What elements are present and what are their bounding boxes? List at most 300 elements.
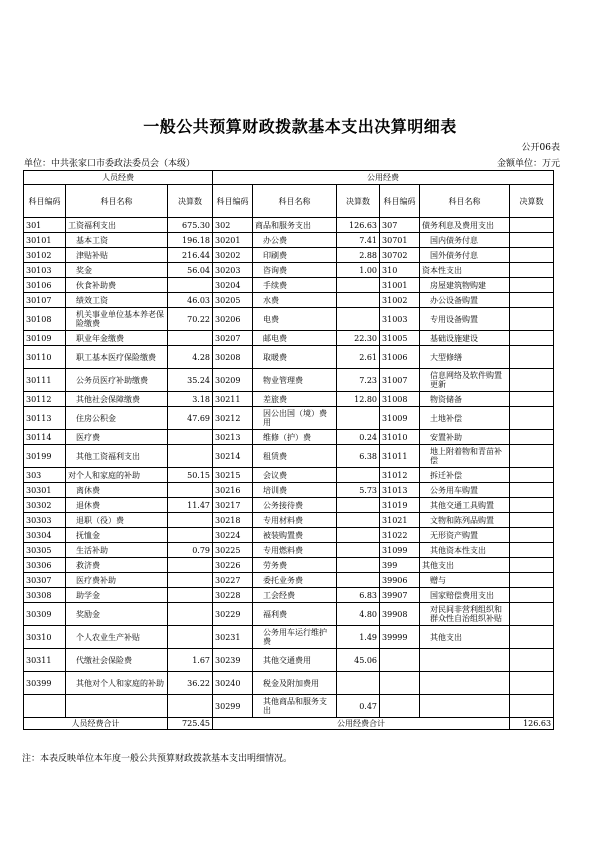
table-row — [24, 218, 554, 233]
table-row — [24, 233, 554, 248]
amount-cell: 216.44 — [168, 248, 213, 263]
subject-code-cell: 30239 — [213, 649, 253, 672]
subject-code-cell: 30301 — [24, 483, 66, 498]
subject-code-cell: 30310 — [24, 626, 66, 649]
amount-cell: 2.61 — [337, 346, 380, 369]
subject-name-cell: 劳务费 — [253, 558, 337, 573]
subject-name-cell: 拆迁补偿 — [420, 468, 510, 483]
amount-cell — [510, 278, 554, 293]
subject-name-cell: 会议费 — [253, 468, 337, 483]
amount-cell — [510, 513, 554, 528]
subject-code-cell: 39907 — [380, 588, 420, 603]
subject-name-cell: 代缴社会保险费 — [66, 649, 168, 672]
name-header: 科目名称 — [253, 185, 337, 218]
unit-label: 单位：中共张家口市委政法委员会（本级） — [24, 159, 196, 169]
subject-code-cell: 30228 — [213, 588, 253, 603]
amount-cell: 0.79 — [168, 543, 213, 558]
subject-code-cell: 30702 — [380, 248, 420, 263]
amount-cell: 4.28 — [168, 346, 213, 369]
amount-cell — [168, 528, 213, 543]
subject-code-cell: 30207 — [213, 331, 253, 346]
amount-cell — [510, 293, 554, 308]
amount-cell: 70.22 — [168, 308, 213, 331]
amount-cell: 12.80 — [337, 392, 380, 407]
subject-name-cell: 物业管理费 — [253, 369, 337, 392]
table-row — [24, 528, 554, 543]
amount-cell — [510, 695, 554, 718]
amount-cell: 4.80 — [337, 603, 380, 626]
subject-name-cell: 办公设备购置 — [420, 293, 510, 308]
subject-code-cell: 30111 — [24, 369, 66, 392]
table-row — [24, 588, 554, 603]
subject-code-cell: 30304 — [24, 528, 66, 543]
subject-name-cell: 咨询费 — [253, 263, 337, 278]
subject-name-cell: 住房公积金 — [66, 407, 168, 430]
subject-name-cell: 基础设施建设 — [420, 331, 510, 346]
subject-code-cell: 30214 — [213, 445, 253, 468]
amount-cell — [510, 346, 554, 369]
subject-code-cell: 31008 — [380, 392, 420, 407]
amount-cell — [510, 407, 554, 430]
subject-code-cell: 30218 — [213, 513, 253, 528]
amount-cell — [337, 672, 380, 695]
subject-code-cell: 31099 — [380, 543, 420, 558]
subject-name-cell: 医疗费补助 — [66, 573, 168, 588]
subject-code-cell: 30227 — [213, 573, 253, 588]
amount-cell — [510, 573, 554, 588]
amount-cell: 196.18 — [168, 233, 213, 248]
personnel-group-header: 人员经费 — [24, 171, 213, 185]
subject-name-cell: 职工基本医疗保险缴费 — [66, 346, 168, 369]
table-row — [24, 603, 554, 626]
subject-name-cell: 其他交通费用 — [253, 649, 337, 672]
subject-code-cell: 30211 — [213, 392, 253, 407]
budget-detail-table — [23, 170, 554, 730]
amount-cell — [510, 649, 554, 672]
subject-code-cell: 30110 — [24, 346, 66, 369]
subject-name-cell: 工资福利支出 — [66, 218, 168, 233]
subject-name-cell: 对个人和家庭的补助 — [66, 468, 168, 483]
amount-cell — [168, 430, 213, 445]
table-row — [24, 649, 554, 672]
subject-code-cell: 30199 — [24, 445, 66, 468]
amount-cell: 46.03 — [168, 293, 213, 308]
table-row — [24, 468, 554, 483]
subject-name-cell: 安置补助 — [420, 430, 510, 445]
amount-cell: 6.83 — [337, 588, 380, 603]
subject-code-cell: 30112 — [24, 392, 66, 407]
amount-cell: 7.41 — [337, 233, 380, 248]
amount-cell: 3.18 — [168, 392, 213, 407]
table-row — [24, 558, 554, 573]
subject-name-cell: 工会经费 — [253, 588, 337, 603]
subject-name-cell: 其他社会保障缴费 — [66, 392, 168, 407]
amount-cell — [337, 308, 380, 331]
subject-code-cell: 31001 — [380, 278, 420, 293]
subject-name-cell: 伙食补助费 — [66, 278, 168, 293]
table-row — [24, 573, 554, 588]
subject-name-cell: 退职（役）费 — [66, 513, 168, 528]
subject-code-cell: 31013 — [380, 483, 420, 498]
subject-name-cell: 医疗费 — [66, 430, 168, 445]
subject-name-cell: 其他商品和服务支出 — [253, 695, 337, 718]
amount-cell — [337, 468, 380, 483]
subject-code-cell: 302 — [213, 218, 253, 233]
subject-code-cell: 30103 — [24, 263, 66, 278]
amount-header: 决算数 — [168, 185, 213, 218]
subject-name-cell: 房屋建筑物购建 — [420, 278, 510, 293]
subject-name-cell — [420, 672, 510, 695]
public-group-header: 公用经费 — [213, 171, 554, 185]
amount-cell — [168, 588, 213, 603]
amount-header: 决算数 — [510, 185, 554, 218]
amount-cell — [337, 528, 380, 543]
subject-code-cell: 30102 — [24, 248, 66, 263]
subject-code-cell: 30208 — [213, 346, 253, 369]
table-row — [24, 248, 554, 263]
subject-name-cell: 基本工资 — [66, 233, 168, 248]
subject-code-cell: 399 — [380, 558, 420, 573]
subject-code-cell: 30229 — [213, 603, 253, 626]
amount-cell — [168, 626, 213, 649]
subject-code-cell — [380, 695, 420, 718]
subject-code-cell: 31012 — [380, 468, 420, 483]
subject-code-cell: 31006 — [380, 346, 420, 369]
subject-name-cell: 职业年金缴费 — [66, 331, 168, 346]
subject-name-cell — [420, 695, 510, 718]
table-row — [24, 695, 554, 718]
amount-cell — [168, 603, 213, 626]
subject-name-cell: 其他交通工具购置 — [420, 498, 510, 513]
subject-name-cell: 债务利息及费用支出 — [420, 218, 510, 233]
amount-cell: 0.24 — [337, 430, 380, 445]
table-row — [24, 331, 554, 346]
subject-code-cell: 39999 — [380, 626, 420, 649]
amount-cell: 7.23 — [337, 369, 380, 392]
subject-name-cell: 差旅费 — [253, 392, 337, 407]
subject-name-cell: 手续费 — [253, 278, 337, 293]
amount-cell — [510, 331, 554, 346]
subject-code-cell: 31009 — [380, 407, 420, 430]
subject-name-cell: 奖励金 — [66, 603, 168, 626]
amount-cell — [510, 558, 554, 573]
amount-cell — [510, 672, 554, 695]
amount-cell — [510, 308, 554, 331]
subject-name-cell: 邮电费 — [253, 331, 337, 346]
subject-code-cell: 307 — [380, 218, 420, 233]
subject-name-cell: 其他支出 — [420, 558, 510, 573]
subject-code-cell: 31019 — [380, 498, 420, 513]
public-total-value: 126.63 — [510, 718, 554, 730]
subject-name-cell: 专用燃料费 — [253, 543, 337, 558]
amount-cell — [168, 558, 213, 573]
subject-code-cell: 30216 — [213, 483, 253, 498]
subject-name-cell: 国内债务付息 — [420, 233, 510, 248]
amount-cell: 126.63 — [337, 218, 380, 233]
amount-cell: 11.47 — [168, 498, 213, 513]
code-header: 科目编码 — [24, 185, 66, 218]
subject-name-cell: 维修（护）费 — [253, 430, 337, 445]
subject-code-cell: 31007 — [380, 369, 420, 392]
subject-name-cell: 印刷费 — [253, 248, 337, 263]
subject-name-cell: 电费 — [253, 308, 337, 331]
subject-code-cell: 30308 — [24, 588, 66, 603]
subject-name-cell: 其他工资福利支出 — [66, 445, 168, 468]
amount-cell — [337, 573, 380, 588]
subject-code-cell: 31011 — [380, 445, 420, 468]
subject-code-cell: 30217 — [213, 498, 253, 513]
subject-code-cell — [380, 649, 420, 672]
subject-code-cell: 30204 — [213, 278, 253, 293]
amount-cell: 5.73 — [337, 483, 380, 498]
personnel-total-label: 人员经费合计 — [24, 718, 168, 730]
subject-code-cell: 30201 — [213, 233, 253, 248]
page-title: 一般公共预算财政拨款基本支出决算明细表 — [143, 117, 457, 136]
amount-cell — [510, 445, 554, 468]
subject-code-cell: 30106 — [24, 278, 66, 293]
amount-cell — [510, 248, 554, 263]
subject-name-cell: 对民间非营利组织和群众性自治组织补贴 — [420, 603, 510, 626]
amount-cell — [510, 626, 554, 649]
subject-name-cell: 其他资本性支出 — [420, 543, 510, 558]
subject-name-cell: 生活补助 — [66, 543, 168, 558]
subject-name-cell: 地上附着物和青苗补偿 — [420, 445, 510, 468]
subject-name-cell: 因公出国（境）费用 — [253, 407, 337, 430]
subject-code-cell: 30309 — [24, 603, 66, 626]
subject-name-cell: 奖金 — [66, 263, 168, 278]
table-row — [24, 369, 554, 392]
code-header: 科目编码 — [380, 185, 420, 218]
amount-cell — [510, 233, 554, 248]
subject-name-cell: 公务接待费 — [253, 498, 337, 513]
table-row — [24, 483, 554, 498]
subject-name-cell: 赠与 — [420, 573, 510, 588]
subject-code-cell: 30701 — [380, 233, 420, 248]
subject-code-cell: 30101 — [24, 233, 66, 248]
subject-name-cell: 公务用车运行维护费 — [253, 626, 337, 649]
amount-cell: 2.88 — [337, 248, 380, 263]
subject-code-cell — [24, 695, 66, 718]
subject-code-cell: 30202 — [213, 248, 253, 263]
subject-name-cell: 土地补偿 — [420, 407, 510, 430]
amount-cell: 35.24 — [168, 369, 213, 392]
subject-code-cell: 31022 — [380, 528, 420, 543]
subject-name-cell: 救济费 — [66, 558, 168, 573]
amount-cell — [510, 430, 554, 445]
subject-name-cell: 公务用车购置 — [420, 483, 510, 498]
subject-name-cell: 税金及附加费用 — [253, 672, 337, 695]
subject-code-cell: 30307 — [24, 573, 66, 588]
amount-cell: 56.04 — [168, 263, 213, 278]
subject-name-cell: 委托业务费 — [253, 573, 337, 588]
subject-name-cell: 其他支出 — [420, 626, 510, 649]
subject-code-cell: 30231 — [213, 626, 253, 649]
subject-code-cell — [380, 672, 420, 695]
subject-code-cell: 30306 — [24, 558, 66, 573]
table-row — [24, 392, 554, 407]
amount-cell — [337, 498, 380, 513]
subject-code-cell: 30302 — [24, 498, 66, 513]
subject-code-cell: 31003 — [380, 308, 420, 331]
amount-cell: 1.00 — [337, 263, 380, 278]
table-row — [24, 263, 554, 278]
public-total-label: 公用经费合计 — [213, 718, 510, 730]
form-number: 公开06表 — [521, 143, 560, 153]
amount-cell — [337, 543, 380, 558]
amount-cell — [168, 483, 213, 498]
subject-code-cell: 30240 — [213, 672, 253, 695]
subject-code-cell: 30399 — [24, 672, 66, 695]
subject-code-cell: 30303 — [24, 513, 66, 528]
subject-name-cell: 绩效工资 — [66, 293, 168, 308]
amount-cell: 47.69 — [168, 407, 213, 430]
subject-name-cell: 无形资产购置 — [420, 528, 510, 543]
subject-name-cell: 公务员医疗补助缴费 — [66, 369, 168, 392]
table-row — [24, 346, 554, 369]
subject-name-cell: 退休费 — [66, 498, 168, 513]
subject-code-cell: 31021 — [380, 513, 420, 528]
amount-cell — [510, 603, 554, 626]
amount-cell — [337, 278, 380, 293]
subject-code-cell: 30311 — [24, 649, 66, 672]
subject-code-cell: 303 — [24, 468, 66, 483]
amount-cell — [168, 278, 213, 293]
subject-code-cell: 30205 — [213, 293, 253, 308]
subject-name-cell: 专用材料费 — [253, 513, 337, 528]
amount-cell: 1.67 — [168, 649, 213, 672]
amount-cell — [337, 407, 380, 430]
amount-cell: 1.49 — [337, 626, 380, 649]
subject-name-cell: 津贴补贴 — [66, 248, 168, 263]
subject-code-cell: 30209 — [213, 369, 253, 392]
subject-code-cell: 30212 — [213, 407, 253, 430]
subject-name-cell: 文物和陈列品购置 — [420, 513, 510, 528]
amount-cell — [510, 543, 554, 558]
amount-cell — [510, 483, 554, 498]
subject-code-cell: 30114 — [24, 430, 66, 445]
amount-cell — [337, 293, 380, 308]
money-unit-label: 金额单位：万元 — [496, 159, 560, 169]
subject-name-cell: 取暖费 — [253, 346, 337, 369]
subject-name-cell: 国外债务付息 — [420, 248, 510, 263]
subject-name-cell: 水费 — [253, 293, 337, 308]
amount-cell — [168, 695, 213, 718]
table-row — [24, 278, 554, 293]
subject-name-cell: 专用设备购置 — [420, 308, 510, 331]
subject-code-cell: 31010 — [380, 430, 420, 445]
subject-name-cell — [66, 695, 168, 718]
subject-code-cell: 39906 — [380, 573, 420, 588]
footnote: 注：本表反映单位本年度一般公共预算财政拨款基本支出明细情况。 — [22, 754, 293, 764]
table-row — [24, 672, 554, 695]
amount-cell — [510, 528, 554, 543]
amount-cell — [510, 263, 554, 278]
name-header: 科目名称 — [66, 185, 168, 218]
amount-cell — [168, 573, 213, 588]
amount-cell: 45.06 — [337, 649, 380, 672]
amount-cell — [510, 392, 554, 407]
amount-cell: 36.22 — [168, 672, 213, 695]
subject-code-cell: 30203 — [213, 263, 253, 278]
subject-name-cell: 商品和服务支出 — [253, 218, 337, 233]
amount-header: 决算数 — [337, 185, 380, 218]
amount-cell — [510, 468, 554, 483]
amount-cell: 22.30 — [337, 331, 380, 346]
subject-code-cell: 301 — [24, 218, 66, 233]
subject-code-cell: 30226 — [213, 558, 253, 573]
personnel-total-value: 725.45 — [168, 718, 213, 730]
amount-cell: 6.38 — [337, 445, 380, 468]
amount-cell — [168, 445, 213, 468]
table-row — [24, 430, 554, 445]
subject-name-cell: 福利费 — [253, 603, 337, 626]
table-row — [24, 543, 554, 558]
subject-code-cell: 310 — [380, 263, 420, 278]
amount-cell — [337, 513, 380, 528]
table-row — [24, 445, 554, 468]
table-row — [24, 407, 554, 430]
subject-name-cell — [420, 649, 510, 672]
subject-name-cell: 抚恤金 — [66, 528, 168, 543]
subject-name-cell: 培训费 — [253, 483, 337, 498]
subject-code-cell: 30107 — [24, 293, 66, 308]
subject-name-cell: 大型修缮 — [420, 346, 510, 369]
table-row — [24, 293, 554, 308]
subject-name-cell: 助学金 — [66, 588, 168, 603]
table-row — [24, 308, 554, 331]
amount-cell — [168, 513, 213, 528]
table-row — [24, 513, 554, 528]
subject-code-cell: 39908 — [380, 603, 420, 626]
subject-name-cell: 其他对个人和家庭的补助 — [66, 672, 168, 695]
amount-cell: 675.30 — [168, 218, 213, 233]
subject-name-cell: 被装购置费 — [253, 528, 337, 543]
subject-name-cell: 机关事业单位基本养老保险缴费 — [66, 308, 168, 331]
subject-code-cell: 30213 — [213, 430, 253, 445]
table-row — [24, 626, 554, 649]
code-header: 科目编码 — [213, 185, 253, 218]
subject-name-cell: 租赁费 — [253, 445, 337, 468]
subject-name-cell: 个人农业生产补贴 — [66, 626, 168, 649]
subject-code-cell: 31005 — [380, 331, 420, 346]
amount-cell — [510, 218, 554, 233]
subject-name-cell: 物资储备 — [420, 392, 510, 407]
subject-code-cell: 30225 — [213, 543, 253, 558]
table-row — [24, 498, 554, 513]
subject-name-cell: 办公费 — [253, 233, 337, 248]
subject-code-cell: 30206 — [213, 308, 253, 331]
subject-code-cell: 30108 — [24, 308, 66, 331]
amount-cell — [168, 331, 213, 346]
amount-cell: 50.15 — [168, 468, 213, 483]
amount-cell — [510, 498, 554, 513]
subject-name-cell: 信息网络及软件购置更新 — [420, 369, 510, 392]
name-header: 科目名称 — [420, 185, 510, 218]
subject-code-cell: 30224 — [213, 528, 253, 543]
subject-name-cell: 离休费 — [66, 483, 168, 498]
subject-code-cell: 30113 — [24, 407, 66, 430]
subject-code-cell: 31002 — [380, 293, 420, 308]
amount-cell — [510, 369, 554, 392]
amount-cell — [510, 588, 554, 603]
amount-cell — [337, 558, 380, 573]
subject-name-cell: 国家赔偿费用支出 — [420, 588, 510, 603]
subject-code-cell: 30305 — [24, 543, 66, 558]
subject-code-cell: 30215 — [213, 468, 253, 483]
subject-code-cell: 30109 — [24, 331, 66, 346]
subject-name-cell: 资本性支出 — [420, 263, 510, 278]
subject-code-cell: 30299 — [213, 695, 253, 718]
